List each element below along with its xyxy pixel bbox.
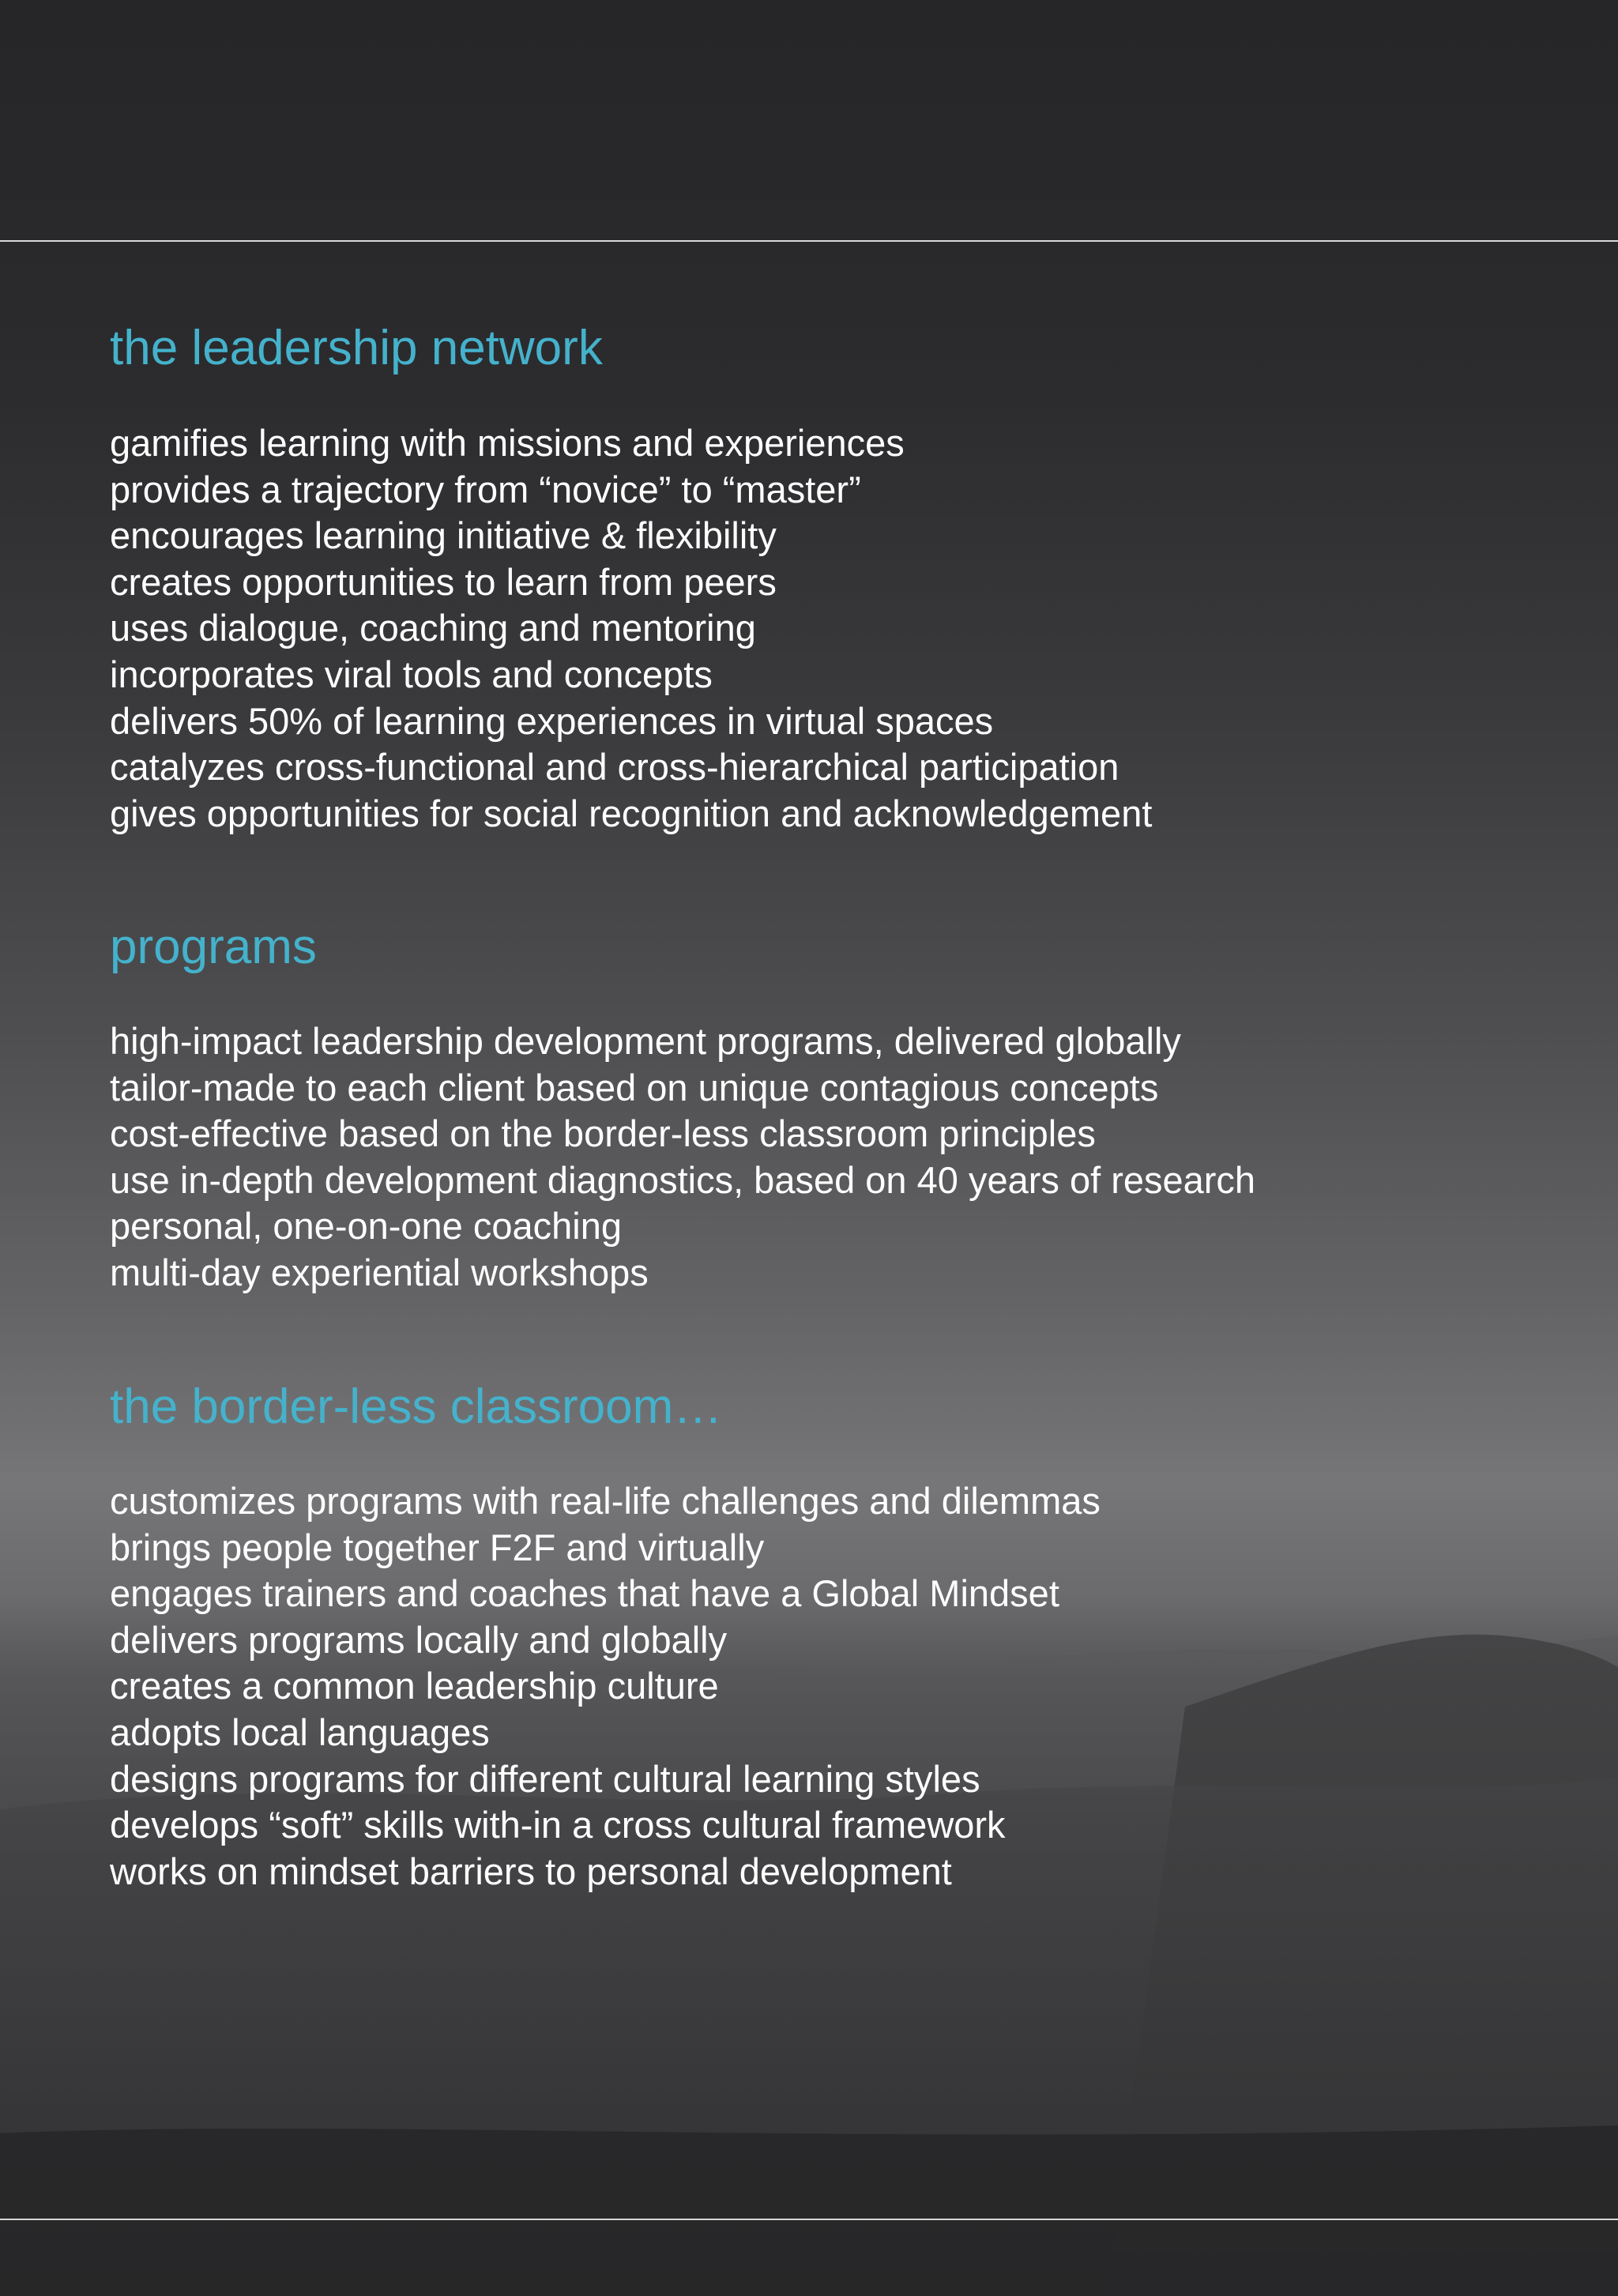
list-item: delivers 50% of learning experiences in virtual spaces [110, 699, 994, 742]
leadership-network-list [110, 420, 1152, 837]
section-title-programs: programs [110, 920, 317, 974]
section-title-borderless-classroom: the border-less classroom… [110, 1379, 723, 1434]
list-item: use in-depth development diagnostics, based on 40 years of research [110, 1158, 1256, 1201]
section-title-leadership-network: the leadership network [110, 321, 603, 375]
list-item: gives opportunities for social recognition and acknowledgement [110, 792, 1153, 834]
list-item: high-impact leadership development programs, delivered globally [110, 1020, 1181, 1062]
list-item: catalyzes cross-functional and cross-hierarchical participation [110, 746, 1119, 789]
borderless-classroom-list [110, 1478, 1101, 1895]
programs-list [110, 1018, 1255, 1297]
list-item: cost-effective based on the border-less classroom principles [110, 1112, 1096, 1155]
list-item: brings people together F2F and virtually [110, 1526, 765, 1568]
list-item: incorporates viral tools and concepts [110, 653, 713, 695]
list-item: gamifies learning with missions and experiences [110, 422, 905, 464]
list-item: delivers programs locally and globally [110, 1618, 728, 1661]
top-divider-line [0, 240, 1618, 242]
list-item: engages trainers and coaches that have a Global Mindset [110, 1572, 1059, 1615]
list-item: customizes programs with real-life challenges and dilemmas [110, 1480, 1101, 1522]
list-item: personal, one-on-one coaching [110, 1205, 623, 1248]
list-item: adopts local languages [110, 1711, 490, 1753]
list-item: encourages learning initiative & flexibility [110, 514, 777, 557]
list-item: works on mindset barriers to personal development [110, 1850, 952, 1892]
list-item: tailor-made to each client based on unique contagious concepts [110, 1066, 1159, 1108]
list-item: creates opportunities to learn from peers [110, 560, 777, 603]
list-item: develops “soft” skills with-in a cross cultural framework [110, 1804, 1006, 1846]
foreground-ground [0, 2125, 1618, 2296]
bottom-divider-line [0, 2219, 1618, 2220]
list-item: creates a common leadership culture [110, 1665, 719, 1707]
list-item: provides a trajectory from “novice” to “master” [110, 468, 861, 510]
list-item: multi-day experiential workshops [110, 1251, 649, 1293]
list-item: designs programs for different cultural learning styles [110, 1757, 980, 1800]
list-item: uses dialogue, coaching and mentoring [110, 607, 756, 649]
